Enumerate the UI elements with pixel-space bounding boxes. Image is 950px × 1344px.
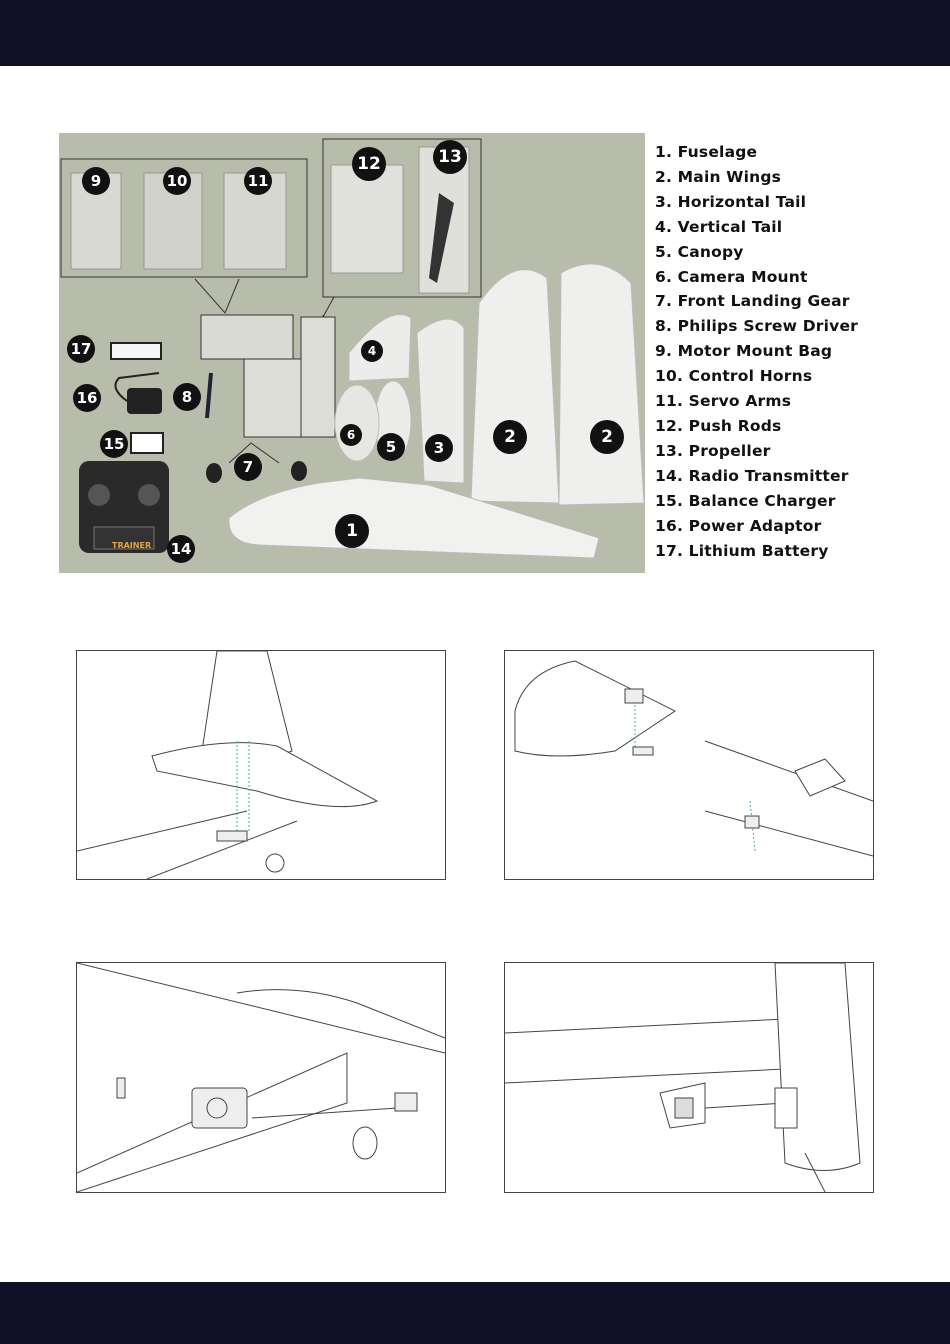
badge-10: 10 — [163, 167, 191, 195]
badge-5: 5 — [377, 433, 405, 461]
badge-1: 1 — [335, 514, 369, 548]
list-item: 11. Servo Arms — [655, 392, 792, 411]
badge-17: 17 — [67, 335, 95, 363]
badge-6: 6 — [340, 424, 362, 446]
parts-illustration — [59, 133, 645, 573]
horn-assembly-diagram — [504, 650, 874, 880]
list-item: 2. Main Wings — [655, 167, 782, 186]
list-item: 1. Fuselage — [655, 143, 758, 161]
badge-15: 15 — [100, 430, 128, 458]
badge-11: 11 — [244, 167, 272, 195]
parts-photo — [59, 133, 645, 573]
list-item: 12. Push Rods — [655, 416, 782, 435]
badge-4: 4 — [361, 340, 383, 362]
list-item: 13. Propeller — [655, 441, 771, 460]
list-item: 15. Balance Charger — [655, 491, 836, 510]
list-item: 5. Canopy — [655, 242, 744, 261]
list-item: 6. Camera Mount — [655, 267, 808, 286]
list-item: 3. Horizontal Tail — [655, 192, 807, 211]
badge-16: 16 — [73, 384, 101, 412]
landing-gear-mount-diagram — [504, 962, 874, 1193]
badge-13: 13 — [433, 140, 467, 174]
footer-bar — [0, 1282, 950, 1344]
badge-2-left: 2 — [493, 420, 527, 454]
list-item: 7. Front Landing Gear — [655, 292, 850, 311]
list-item: 16. Power Adaptor — [655, 516, 822, 535]
tail-assembly-diagram — [76, 650, 446, 880]
transmitter-logo: TRAINER — [112, 541, 152, 550]
list-item: 14. Radio Transmitter — [655, 466, 849, 485]
badge-3: 3 — [425, 434, 453, 462]
list-item: 10. Control Horns — [655, 367, 813, 386]
list-item: 8. Philips Screw Driver — [655, 317, 859, 336]
parts-list — [655, 140, 935, 563]
list-item: 4. Vertical Tail — [655, 217, 783, 236]
badge-2-right: 2 — [590, 420, 624, 454]
list-item: 17. Lithium Battery — [655, 541, 829, 560]
badge-8: 8 — [173, 383, 201, 411]
badge-12: 12 — [352, 147, 386, 181]
badge-14: 14 — [167, 535, 195, 563]
badge-7: 7 — [234, 453, 262, 481]
list-item: 9. Motor Mount Bag — [655, 342, 833, 361]
header-bar — [0, 0, 950, 66]
badge-9: 9 — [82, 167, 110, 195]
servo-linkage-diagram — [76, 962, 446, 1193]
